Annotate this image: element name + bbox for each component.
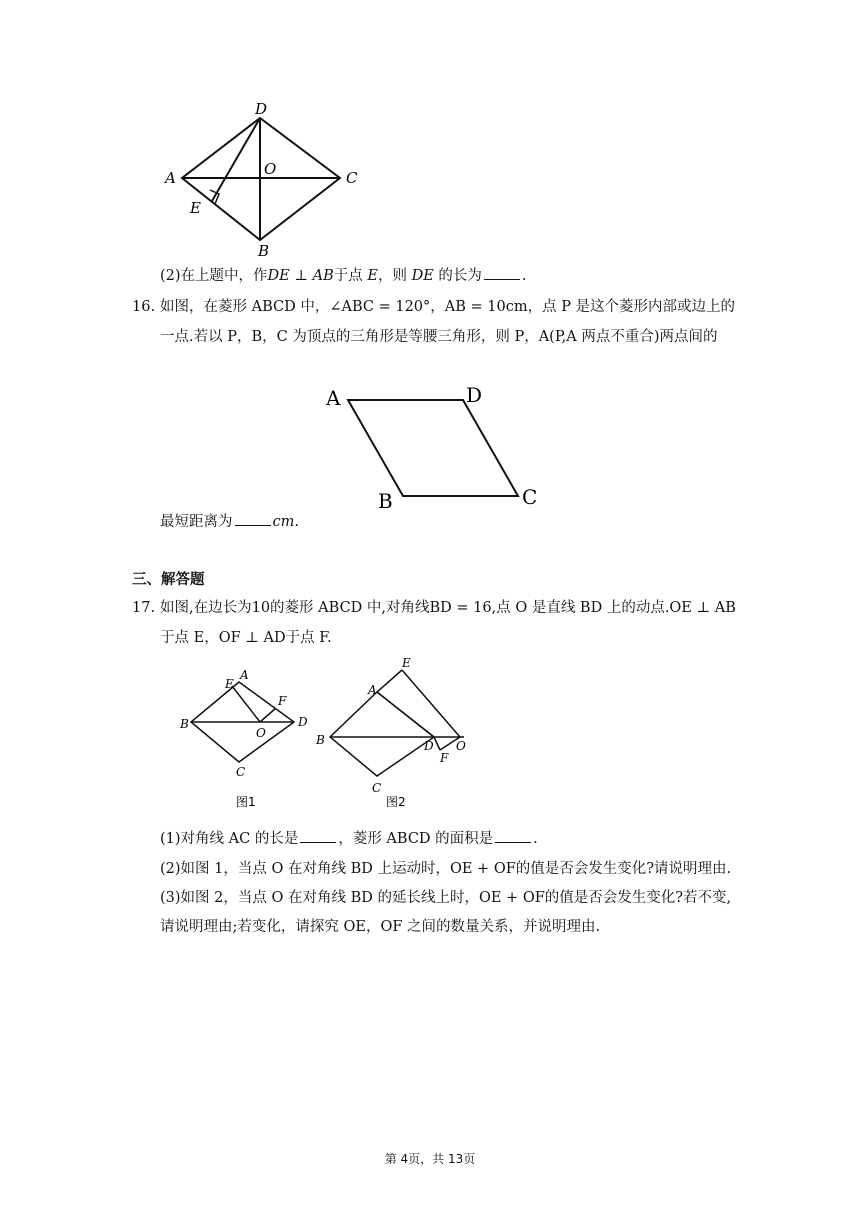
label-D: D <box>466 383 483 407</box>
q17-part1 <box>160 829 538 849</box>
section-heading: 三、解答题 <box>132 572 205 588</box>
label-A: A <box>368 683 377 697</box>
label-O: O <box>456 739 466 753</box>
answer-blank[interactable] <box>235 512 271 526</box>
figure-caption: 图2 <box>386 795 406 809</box>
page-footer: 第 4页，共 13页 <box>384 1152 476 1166</box>
answer-blank[interactable] <box>300 829 336 843</box>
label-E: E <box>225 677 234 691</box>
figure-q17-fig2 <box>312 654 482 814</box>
q17-part1-mid: ，菱形 ABCD 的面积是 <box>338 831 494 847</box>
q16-line3 <box>160 512 299 532</box>
q17-part2: (2)如图 1，当点 O 在对角线 BD 上运动时，OE + OF的值是否会发生变化?请说明理由. <box>160 861 732 877</box>
label-F: F <box>278 694 287 708</box>
q16-line3-prefix: 最短距离为 <box>160 514 233 530</box>
label-E: E <box>190 199 201 217</box>
label-E: E <box>402 656 411 670</box>
label-B: B <box>316 733 325 747</box>
label-C: C <box>372 781 382 795</box>
q17-line1: 如图,在边长为10的菱形 ABCD 中,对角线BD = 16,点 O 是直线 BD 上的动点.OE ⊥ AB <box>160 600 736 616</box>
label-A: A <box>240 668 249 682</box>
label-A: A <box>165 169 176 187</box>
q15-part2-prefix: (2)在上题中，作 <box>160 268 268 284</box>
label-B: B <box>378 489 393 513</box>
q15-part2-tail: ，则 <box>377 268 412 284</box>
q15-part2-point: E <box>367 268 378 284</box>
label-A: A <box>326 386 341 410</box>
question-number-17: 17. <box>132 600 156 616</box>
label-D: D <box>424 739 434 753</box>
q17-part3-line1: (3)如图 2，当点 O 在对角线 BD 的延长线上时，OE + OF的值是否会发生变化?若不变, <box>160 890 732 906</box>
label-C: C <box>346 169 358 187</box>
figure-q16-rhombus <box>320 380 550 515</box>
q15-part2-expr: DE ⊥ AB <box>267 268 334 284</box>
label-B: B <box>258 242 270 260</box>
figure-caption: 图1 <box>236 795 256 809</box>
q15-part2-period: . <box>521 268 527 284</box>
label-D: D <box>255 100 268 118</box>
q16-unit: cm. <box>272 514 299 530</box>
q17-part1-prefix: (1)对角线 AC 的长是 <box>160 831 299 847</box>
answer-blank[interactable] <box>495 829 531 843</box>
figure-q17-fig1 <box>176 662 326 812</box>
label-O: O <box>256 726 266 740</box>
question-number-16: 16. <box>132 299 156 315</box>
label-F: F <box>440 751 449 765</box>
q15-part2 <box>160 266 527 286</box>
q15-part2-end: 的长为 <box>433 268 482 284</box>
answer-blank[interactable] <box>484 266 520 280</box>
label-O: O <box>264 160 277 178</box>
label-D: D <box>298 715 308 729</box>
figure-q15-rhombus <box>160 100 380 260</box>
q15-part2-mid: 于点 <box>333 268 368 284</box>
label-B: B <box>180 717 189 731</box>
label-C: C <box>236 765 246 779</box>
q16-line1: 如图，在菱形 ABCD 中，∠ABC = 120°，AB = 10cm，点 P 是这个菱形内部或边上的 <box>160 299 736 315</box>
q17-line2: 于点 E，OF ⊥ AD于点 F. <box>160 630 332 646</box>
q17-part1-end: . <box>533 831 538 847</box>
q15-part2-seg: DE <box>411 268 434 284</box>
q16-line2: 一点.若以 P，B，C 为顶点的三角形是等腰三角形，则 P，A(P,A 两点不重合)两点间的 <box>160 329 718 345</box>
q17-part3-line2: 请说明理由;若变化，请探究 OE，OF 之间的数量关系，并说明理由. <box>160 919 601 935</box>
label-C: C <box>522 485 538 509</box>
